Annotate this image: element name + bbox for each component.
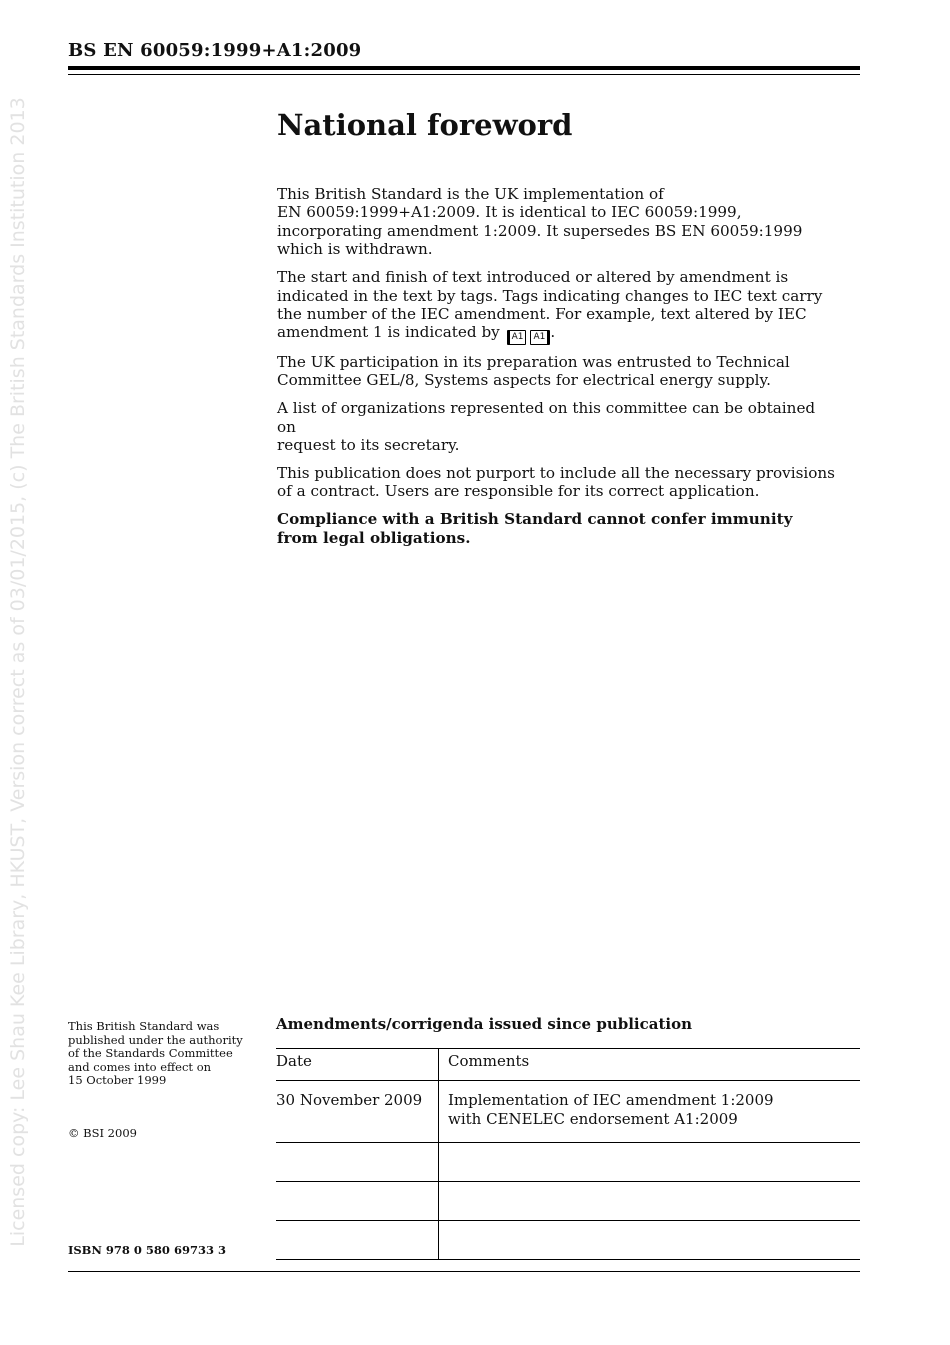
- publication-note: [68, 1020, 258, 1088]
- line: The start and finish of text introduced or altered by amendment is: [277, 268, 789, 287]
- empty-cell: [439, 1182, 861, 1221]
- line: and comes into effect on: [68, 1059, 212, 1074]
- document-code: BS EN 60059:1999+A1:2009: [68, 40, 362, 61]
- line: indicated in the text by tags. Tags indicating changes to IEC text carry: [277, 286, 823, 305]
- line: Committee GEL/8, Systems aspects for electrical energy supply.: [277, 371, 771, 390]
- paragraph-committee: [277, 353, 837, 390]
- line: of the Standards Committee: [68, 1046, 233, 1060]
- line: A list of organizations represented on this committee can be obtained on: [277, 399, 816, 436]
- empty-cell: [276, 1221, 439, 1260]
- line: This publication does not purport to include all the necessary provisions: [277, 463, 835, 482]
- line: of a contract. Users are responsible for its correct application.: [277, 482, 760, 501]
- empty-cell: [439, 1221, 861, 1260]
- line: request to its secretary.: [277, 435, 460, 454]
- license-watermark: Licensed copy: Lee Shau Kee Library, HKUST, Version correct as of 03/01/2015, (c) The British Standards Institution 2013: [7, 97, 29, 1247]
- empty-cell: [276, 1143, 439, 1182]
- amendment-tag-open: A1: [507, 330, 527, 345]
- line: The UK participation in its preparation was entrusted to Technical: [277, 352, 790, 371]
- amendments-table: [276, 1048, 860, 1260]
- column-header-comments: Comments: [439, 1049, 861, 1081]
- line: EN 60059:1999+A1:2009. It is identical to IEC 60059:1999,: [277, 203, 742, 222]
- sentence-end: .: [550, 323, 556, 342]
- column-header-date: Date: [276, 1049, 439, 1081]
- table-header-row: [276, 1049, 860, 1081]
- isbn: ISBN 978 0 580 69733 3: [68, 1243, 226, 1257]
- line: published under the authority: [68, 1032, 243, 1047]
- foreword-body: [277, 185, 837, 557]
- line: the number of the IEC amendment. For example, text altered by IEC: [277, 304, 807, 323]
- amendments-heading: Amendments/corrigenda issued since publication: [276, 1015, 692, 1033]
- table-row-empty: [276, 1182, 860, 1221]
- line: amendment 1 is indicated by: [277, 323, 500, 342]
- page-title: National foreword: [277, 108, 573, 142]
- empty-cell: [439, 1143, 861, 1182]
- amendment-comment: [439, 1081, 861, 1143]
- line: This British Standard was: [68, 1019, 220, 1033]
- table-row-empty: [276, 1221, 860, 1260]
- header-rule-thick: [68, 66, 860, 70]
- table-row-empty: [276, 1143, 860, 1182]
- line: from legal obligations.: [277, 528, 471, 547]
- paragraph-compliance: [277, 510, 837, 547]
- table-row: [276, 1081, 860, 1143]
- amendment-tag-close: A1: [530, 330, 550, 345]
- line: with CENELEC endorsement A1:2009: [448, 1110, 738, 1128]
- line: which is withdrawn.: [277, 240, 433, 259]
- header-rule-thin: [68, 74, 860, 75]
- effective-date: 15 October 1999: [68, 1073, 167, 1087]
- line: This British Standard is the UK implementation of: [277, 185, 664, 203]
- paragraph-implementation: [277, 185, 837, 259]
- paragraph-organizations: [277, 399, 837, 454]
- line: Compliance with a British Standard cannot confer immunity: [277, 510, 793, 529]
- line: incorporating amendment 1:2009. It supersedes BS EN 60059:1999: [277, 221, 803, 240]
- amendment-date: 30 November 2009: [276, 1081, 439, 1143]
- line: Implementation of IEC amendment 1:2009: [448, 1091, 774, 1109]
- empty-cell: [276, 1182, 439, 1221]
- paragraph-contract: [277, 464, 837, 501]
- copyright-notice: © BSI 2009: [68, 1126, 137, 1140]
- paragraph-amendment-tags: [277, 268, 837, 343]
- footer-rule: [68, 1271, 860, 1272]
